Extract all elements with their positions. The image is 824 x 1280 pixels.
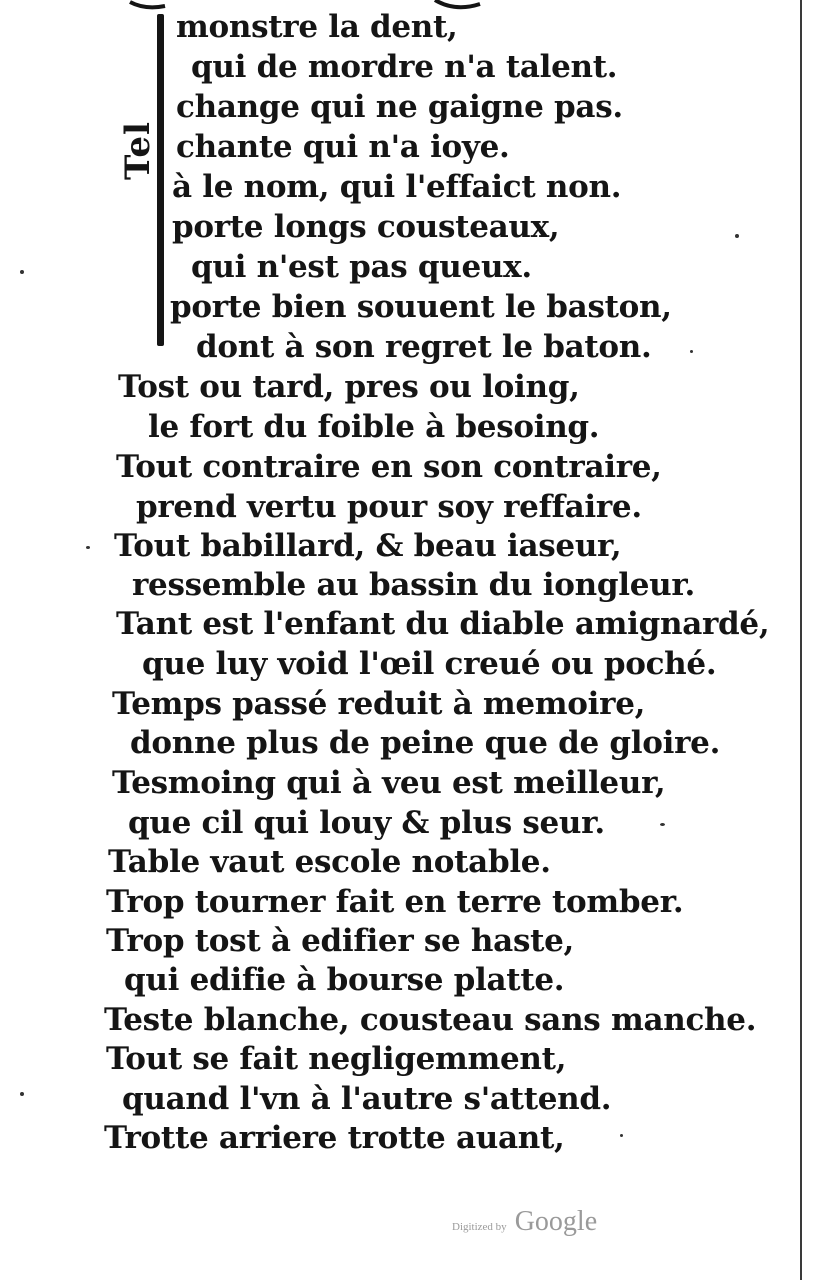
- ink-speck: [20, 270, 24, 274]
- proverb-line: quand l'vn à l'autre s'attend.: [122, 1081, 612, 1117]
- bracketed-line: qui n'est pas queux.: [191, 249, 532, 285]
- digitized-by-google-watermark: [452, 1206, 597, 1238]
- proverb-line: Table vaut escole notable.: [108, 844, 551, 880]
- ink-speck: [735, 234, 739, 238]
- bracket-line: [157, 14, 164, 346]
- proverb-line: ressemble au bassin du iongleur.: [132, 567, 696, 603]
- bracketed-line: qui de mordre n'a talent.: [191, 49, 618, 85]
- proverb-line: Trop tost à edifier se haste,: [106, 923, 575, 959]
- ink-speck: [620, 1134, 623, 1137]
- proverb-line: Tost ou tard, pres ou loing,: [118, 369, 580, 405]
- google-brand: Google: [514, 1206, 598, 1237]
- proverb-line: que cil qui louy & plus seur.: [128, 805, 605, 841]
- ink-speck: [660, 823, 665, 826]
- proverb-line: Tout babillard, & beau iaseur,: [114, 528, 622, 564]
- proverb-line: donne plus de peine que de gloire.: [130, 725, 721, 761]
- proverb-line: que luy void l'œil creué ou poché.: [142, 646, 717, 682]
- proverb-line: qui edifie à bourse platte.: [124, 962, 565, 998]
- proverb-line: Tout se fait negligemment,: [106, 1041, 567, 1077]
- proverb-line: Teste blanche, cousteau sans manche.: [104, 1002, 757, 1038]
- proverb-line: Tant est l'enfant du diable amignardé,: [116, 606, 770, 642]
- proverb-line: Tesmoing qui à veu est meilleur,: [112, 765, 666, 801]
- bracketed-line: à le nom, qui l'effaict non.: [172, 169, 622, 205]
- proverb-line: prend vertu pour soy reffaire.: [136, 489, 642, 525]
- bracketed-line: porte longs cousteaux,: [172, 209, 560, 245]
- ink-speck: [690, 350, 693, 353]
- proverb-line: Trop tourner fait en terre tomber.: [106, 884, 684, 920]
- ink-speck: [86, 546, 90, 549]
- bracketed-line: change qui ne gaigne pas.: [176, 89, 623, 125]
- proverb-line: Tout contraire en son contraire,: [116, 449, 662, 485]
- bracketed-line: chante qui n'a ioye.: [176, 129, 510, 165]
- tel-side-label: Tel: [118, 121, 158, 180]
- bracketed-line: porte bien souuent le baston,: [170, 289, 672, 325]
- digitized-label: Digitized by: [452, 1221, 507, 1233]
- proverb-line: Trotte arriere trotte auant,: [104, 1120, 565, 1156]
- page-edge-rule: [800, 0, 802, 1280]
- ink-speck: [20, 1092, 24, 1096]
- proverb-line: le fort du foible à besoing.: [148, 409, 600, 445]
- bracketed-line: dont à son regret le baton.: [196, 329, 652, 365]
- bracketed-line: monstre la dent,: [176, 9, 458, 45]
- proverb-line: Temps passé reduit à memoire,: [112, 686, 646, 722]
